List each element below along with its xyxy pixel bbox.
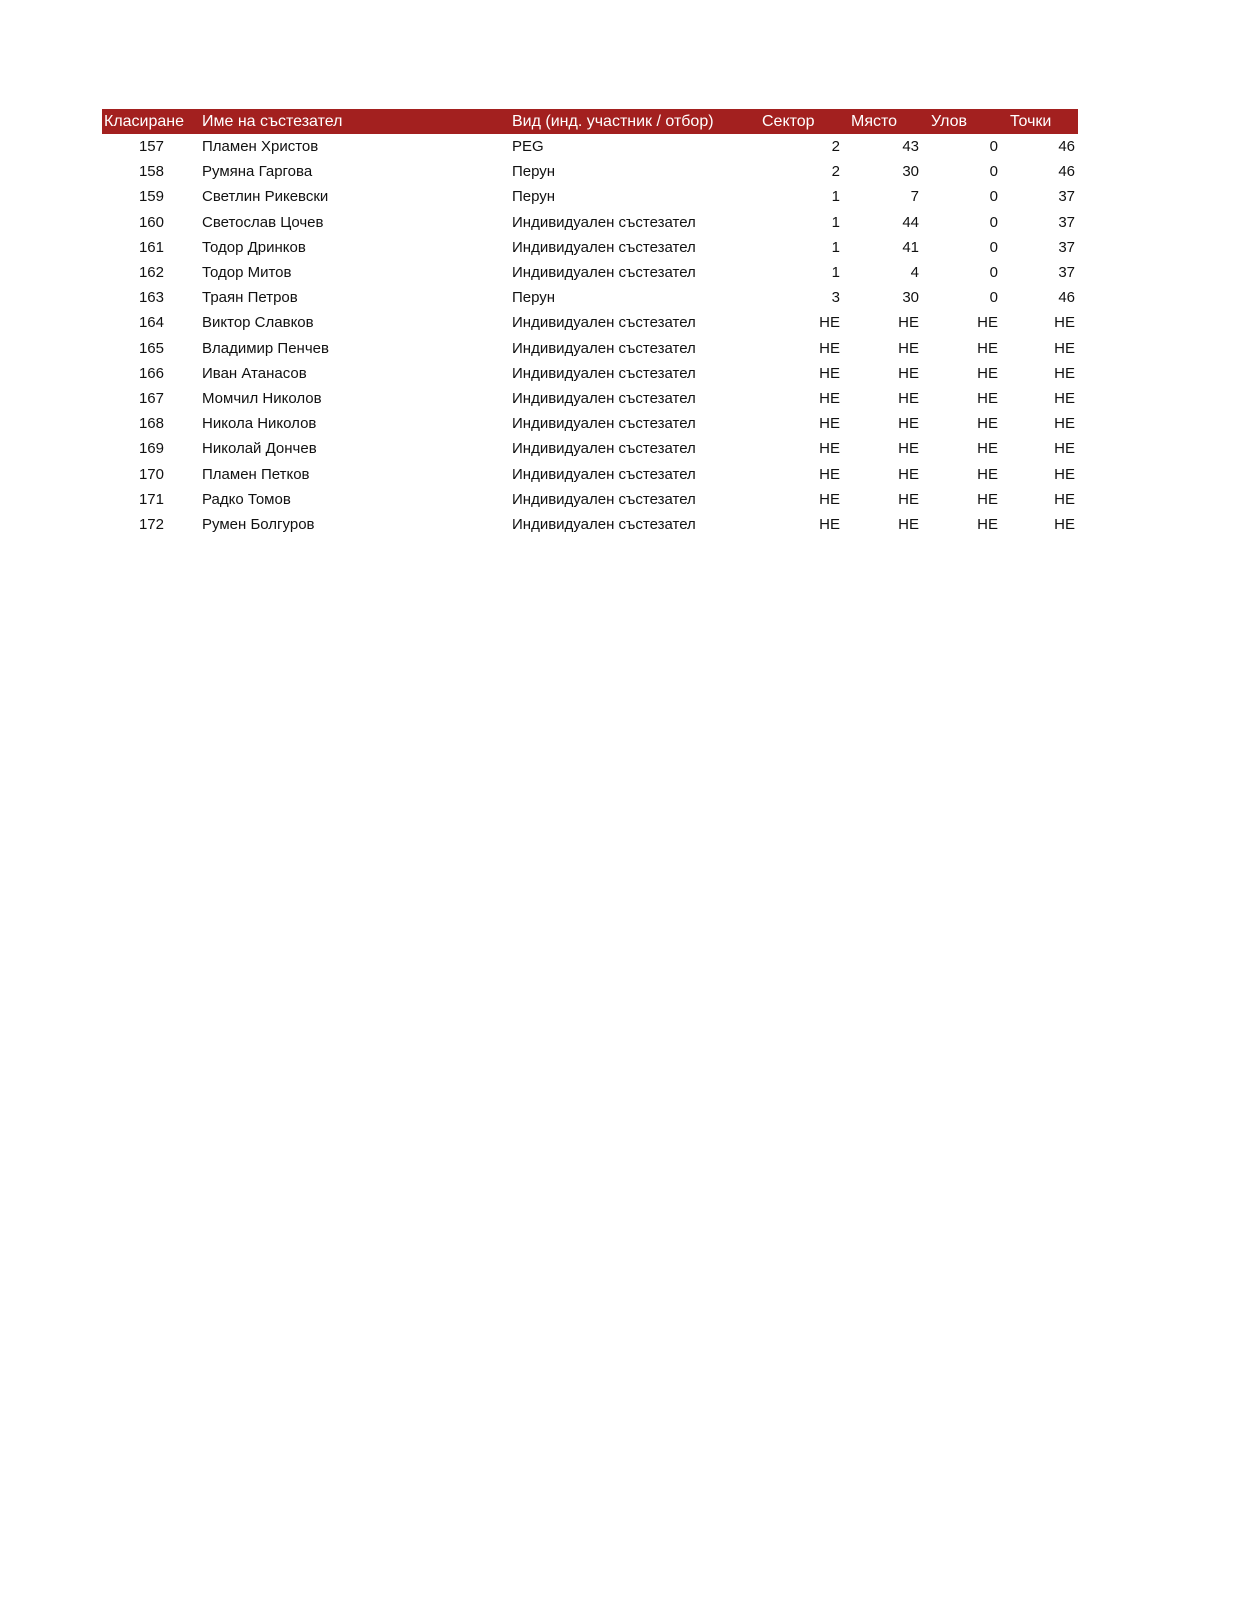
cell-rank: 158 [138,163,164,181]
cell-type: Перун [512,289,556,307]
cell-place: НЕ [898,415,919,433]
cell-type: PEG [512,138,544,155]
header-sector: Сектор [762,113,815,130]
cell-catch: НЕ [977,339,998,357]
cell-sector: НЕ [819,339,840,357]
table-row [102,235,1078,260]
cell-points: НЕ [1054,465,1075,483]
cell-points: НЕ [1054,314,1075,332]
cell-name: Пламен Христов [202,138,319,155]
cell-name: Пламен Петков [202,465,310,483]
cell-sector: НЕ [819,440,840,458]
cell-place: 30 [902,289,919,307]
cell-catch: 0 [989,238,998,256]
cell-rank: 172 [138,516,164,534]
cell-name: Светлин Рикевски [202,188,329,206]
cell-catch: НЕ [977,314,998,332]
cell-rank: 163 [138,289,164,307]
cell-sector: 1 [831,188,840,206]
cell-rank: 161 [138,238,164,256]
cell-name: Светослав Цочев [202,213,324,231]
cell-sector: 2 [831,163,840,181]
cell-place: 30 [902,163,919,181]
cell-rank: 170 [138,465,164,483]
table-row [102,436,1078,461]
cell-name: Виктор Славков [202,314,314,332]
cell-type: Индивидуален състезател [512,314,696,332]
cell-catch: НЕ [977,390,998,408]
cell-catch: НЕ [977,440,998,458]
cell-name: Николай Дончев [202,440,317,458]
cell-rank: 157 [138,138,164,155]
cell-type: Индивидуален състезател [512,490,696,508]
cell-points: НЕ [1054,440,1075,458]
cell-name: Траян Петров [202,289,298,307]
cell-type: Индивидуален състезател [512,465,696,483]
cell-sector: НЕ [819,390,840,408]
cell-name: Владимир Пенчев [202,339,329,357]
cell-rank: 164 [138,314,164,332]
cell-sector: 3 [831,289,840,307]
table-row [102,285,1078,310]
table-row [102,411,1078,436]
cell-place: НЕ [898,490,919,508]
cell-rank: 167 [138,390,164,408]
cell-catch: 0 [989,188,998,206]
cell-place: НЕ [898,465,919,483]
cell-catch: НЕ [977,465,998,483]
table-body [102,134,1078,537]
cell-place: 43 [902,138,919,155]
header-points: Точки [1010,113,1052,130]
cell-type: Индивидуален състезател [512,415,696,433]
cell-catch: 0 [989,264,998,282]
cell-catch: НЕ [977,415,998,433]
table-row [102,184,1078,209]
header-name: Име на състезател [202,113,343,130]
cell-sector: НЕ [819,490,840,508]
cell-catch: 0 [989,138,998,155]
table-row [102,361,1078,386]
cell-type: Индивидуален състезател [512,390,696,408]
cell-name: Радко Томов [202,490,291,508]
table-row [102,462,1078,487]
cell-place: НЕ [898,364,919,382]
cell-points: НЕ [1054,390,1075,408]
cell-points: 37 [1058,213,1075,231]
cell-points: 37 [1058,264,1075,282]
cell-catch: 0 [989,163,998,181]
table-row [102,210,1078,235]
table-row [102,260,1078,285]
cell-sector: НЕ [819,314,840,332]
cell-rank: 165 [138,339,164,357]
cell-type: Индивидуален състезател [512,213,696,231]
header-type: Вид (инд. участник / отбор) [512,113,714,130]
header-row [102,109,1078,134]
cell-catch: 0 [989,213,998,231]
cell-name: Румяна Гаргова [202,163,313,181]
cell-points: 37 [1058,188,1075,206]
cell-catch: 0 [989,289,998,307]
cell-name: Тодор Дринков [202,238,306,256]
cell-sector: 2 [831,138,840,155]
cell-name: Иван Атанасов [202,364,307,382]
cell-points: 46 [1058,138,1075,155]
header-rank: Класиране [104,113,185,130]
table-row [102,386,1078,411]
table-row [102,487,1078,512]
table-row [102,310,1078,335]
cell-sector: НЕ [819,415,840,433]
cell-name: Никола Николов [202,415,317,433]
cell-points: НЕ [1054,516,1075,534]
cell-rank: 159 [138,188,164,206]
table-header [102,109,1078,134]
cell-place: 4 [910,264,919,282]
table-row [102,134,1078,159]
cell-sector: 1 [831,264,840,282]
cell-place: НЕ [898,314,919,332]
header-catch: Улов [931,113,968,130]
cell-points: НЕ [1054,490,1075,508]
cell-rank: 166 [138,364,164,382]
cell-place: НЕ [898,339,919,357]
cell-points: 37 [1058,238,1075,256]
cell-rank: 169 [138,440,164,458]
cell-type: Индивидуален състезател [512,516,696,534]
results-sheet [102,109,1078,537]
cell-place: НЕ [898,390,919,408]
header-place: Място [851,113,898,130]
cell-rank: 171 [138,490,164,508]
cell-name: Румен Болгуров [202,516,315,534]
cell-type: Перун [512,163,556,181]
cell-place: 7 [910,188,919,206]
cell-points: НЕ [1054,415,1075,433]
table-row [102,336,1078,361]
cell-place: НЕ [898,516,919,534]
cell-catch: НЕ [977,490,998,508]
results-table [102,109,1078,537]
cell-type: Индивидуален състезател [512,264,696,282]
cell-type: Перун [512,188,556,206]
cell-sector: НЕ [819,364,840,382]
cell-sector: 1 [831,213,840,231]
cell-place: 41 [902,238,919,256]
cell-type: Индивидуален състезател [512,364,696,382]
cell-points: НЕ [1054,364,1075,382]
cell-points: 46 [1058,163,1075,181]
cell-sector: 1 [831,238,840,256]
cell-name: Момчил Николов [202,390,322,408]
cell-points: НЕ [1054,339,1075,357]
cell-rank: 168 [138,415,164,433]
cell-rank: 160 [138,213,164,231]
cell-catch: НЕ [977,516,998,534]
cell-type: Индивидуален състезател [512,238,696,256]
cell-place: НЕ [898,440,919,458]
cell-name: Тодор Митов [202,264,292,282]
cell-type: Индивидуален състезател [512,440,696,458]
cell-sector: НЕ [819,516,840,534]
cell-catch: НЕ [977,364,998,382]
table-row [102,512,1078,537]
cell-rank: 162 [138,264,164,282]
table-row [102,159,1078,184]
cell-points: 46 [1058,289,1075,307]
cell-sector: НЕ [819,465,840,483]
cell-place: 44 [902,213,919,231]
cell-type: Индивидуален състезател [512,339,696,357]
